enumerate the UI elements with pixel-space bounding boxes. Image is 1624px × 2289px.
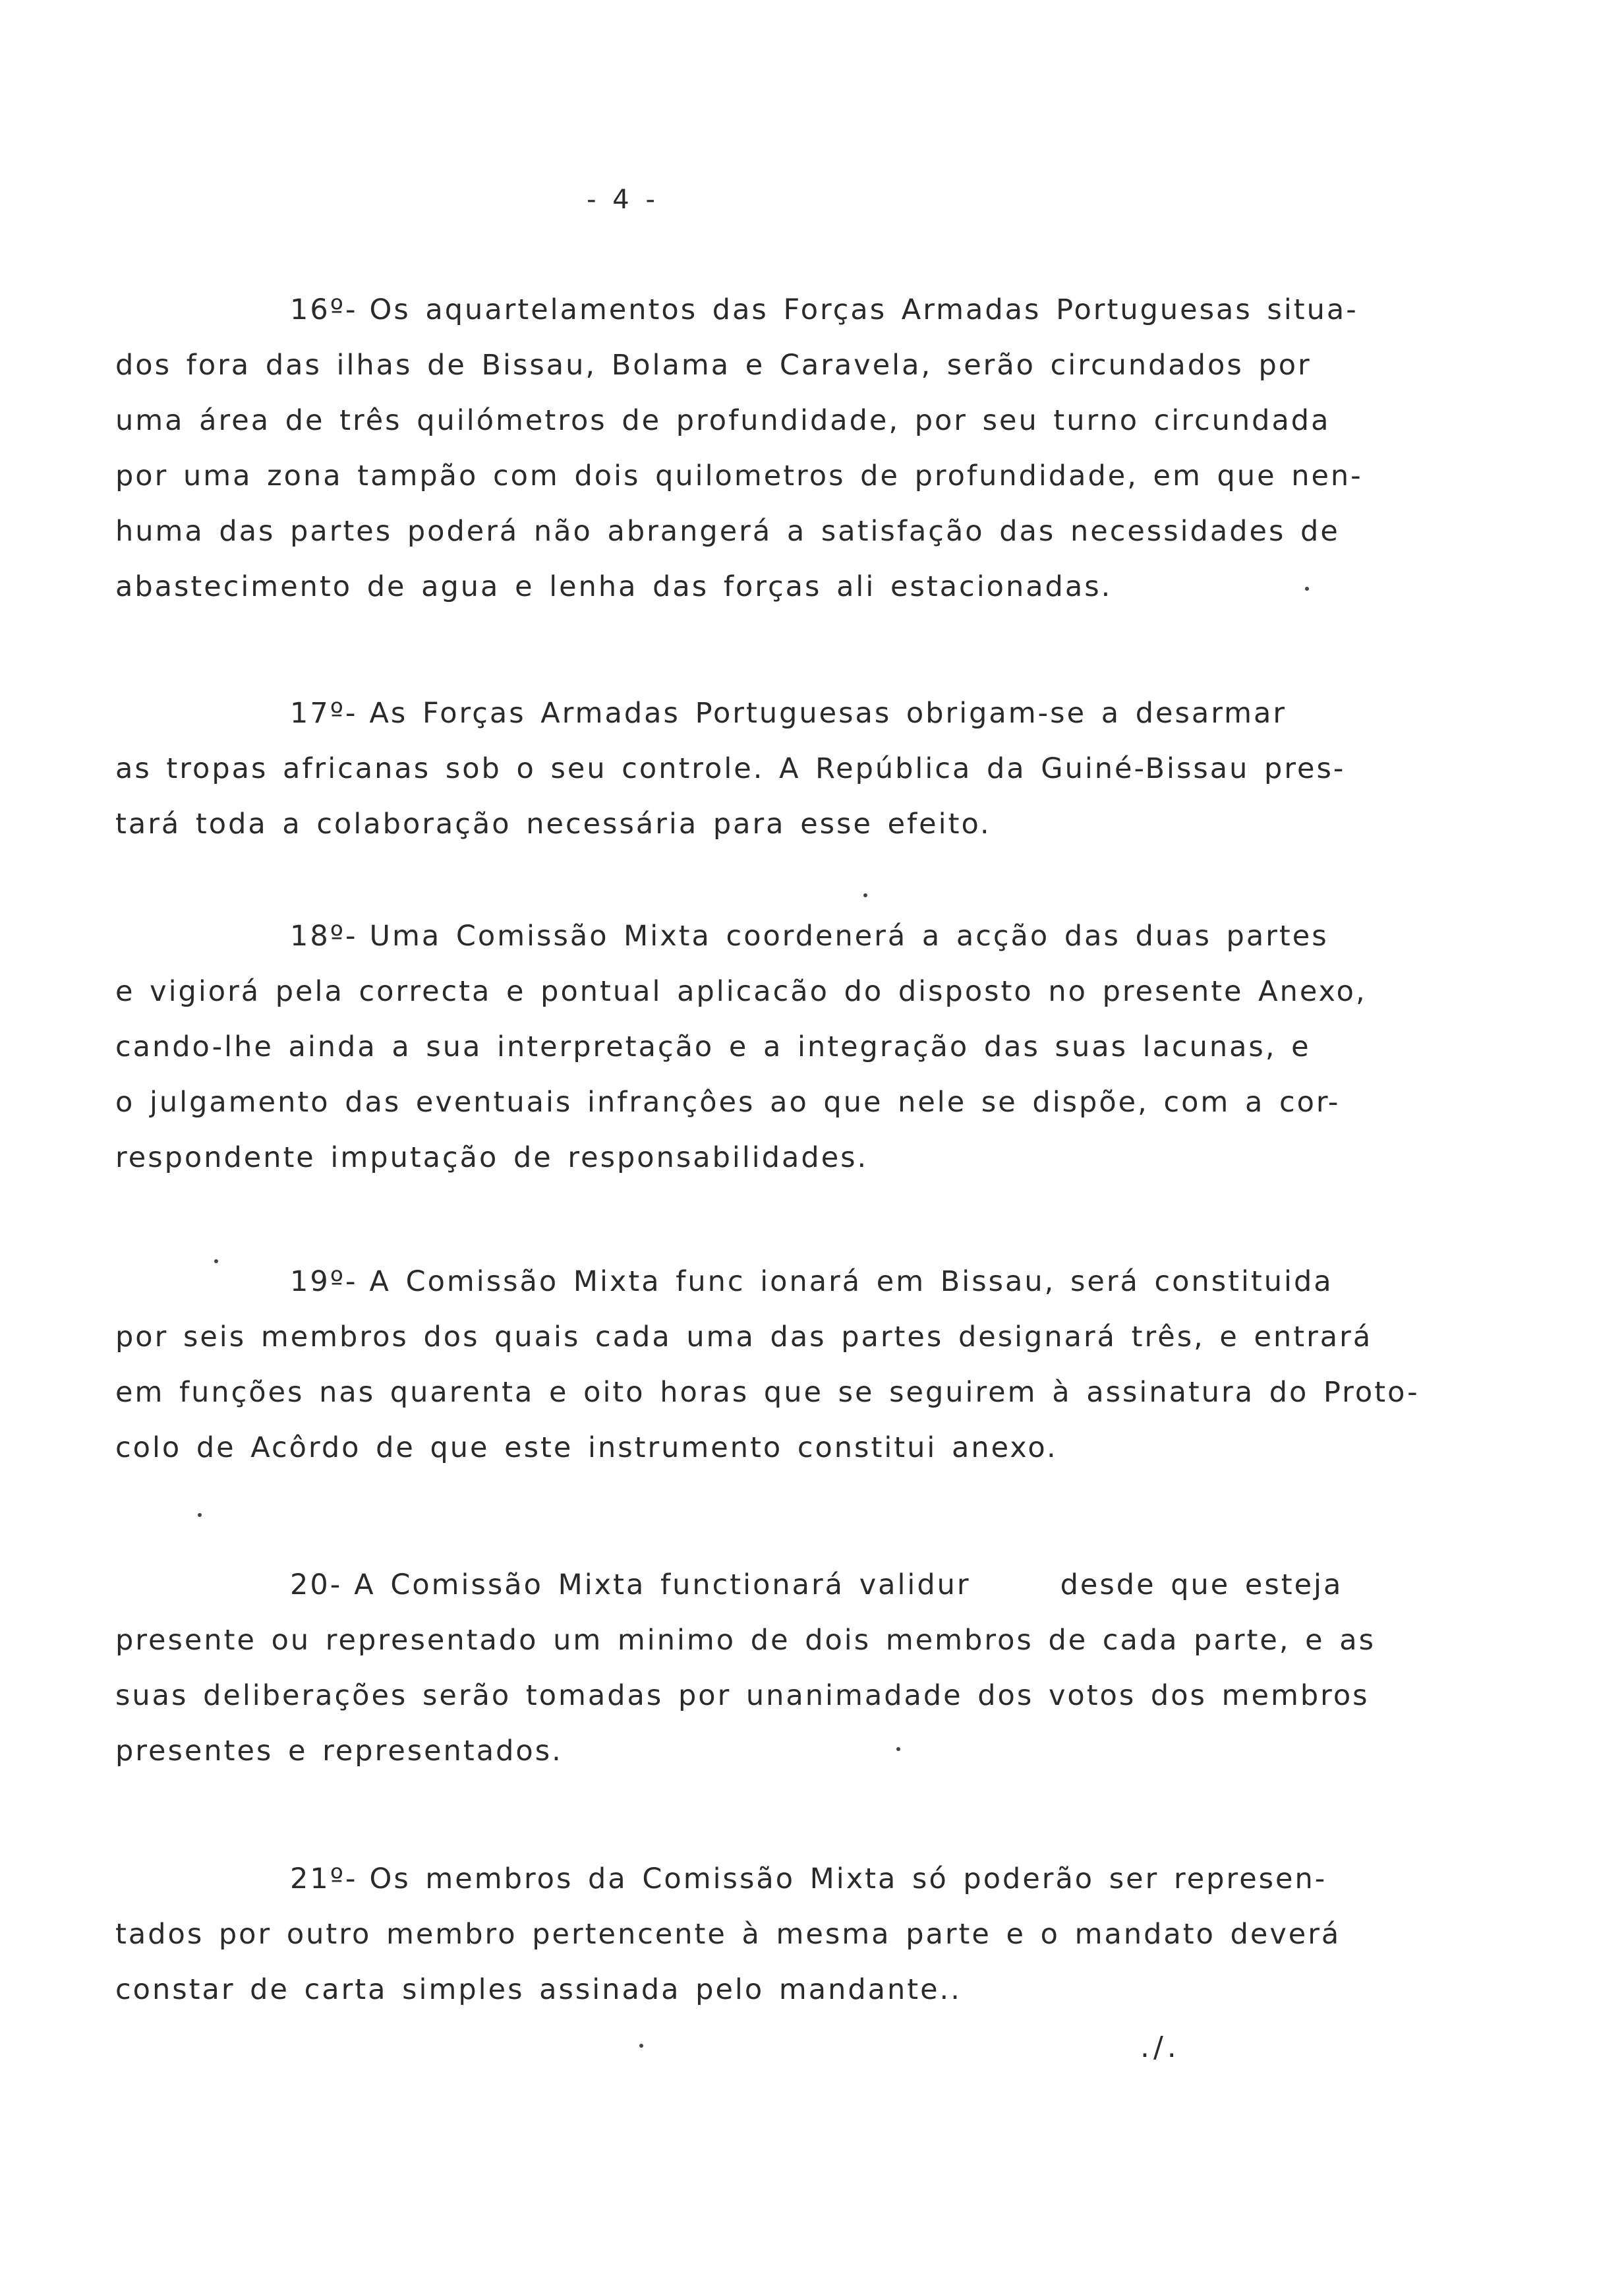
paragraph-text: Os membros da Comissão Mixta só poderão ser represen- <box>369 1862 1327 1895</box>
paragraph-line: suas deliberações serão tomadas por unanimadade dos votos dos membros <box>115 1679 1370 1712</box>
paragraph-text: A Comissão Mixta func ionará em Bissau, será constituida <box>369 1265 1333 1298</box>
paragraph-text: As Forças Armadas Portuguesas obrigam-se a desarmar <box>369 697 1287 730</box>
paragraph-21 <box>115 1851 1387 2017</box>
paragraph-line: uma área de três quilómetros de profundidade, por seu turno circundada <box>115 404 1331 437</box>
paragraph-line: por seis membros dos quais cada uma das partes designará três, e entrará <box>115 1321 1373 1353</box>
paragraph-16 <box>115 282 1387 614</box>
paragraph-number: 17º- <box>290 697 358 730</box>
paragraph-20 <box>115 1557 1387 1779</box>
paragraph-19 <box>115 1254 1420 1475</box>
paragraph-text: A Comissão Mixta functionará validur desde que esteja <box>354 1568 1343 1601</box>
scan-speck <box>198 1513 202 1517</box>
paragraph-line: o julgamento das eventuais infrançôes ao que nele se dispõe, com a cor- <box>115 1086 1341 1119</box>
paragraph-line: presente ou representado um minimo de dois membros de cada parte, e as <box>115 1624 1376 1657</box>
paragraph-17 <box>115 686 1387 852</box>
paragraph-line <box>115 686 1387 741</box>
paragraph-line: por uma zona tampão com dois quilometros de profundidade, em que nen- <box>115 460 1363 492</box>
paragraph-number: 16º- <box>290 293 358 326</box>
paragraph-line: dos fora das ilhas de Bissau, Bolama e Caravela, serão circundados por <box>115 349 1312 382</box>
paragraph-18 <box>115 908 1387 1185</box>
page-number: - 4 - <box>587 185 659 215</box>
paragraph-line <box>115 1254 1387 1309</box>
paragraph-text: Uma Comissão Mixta coordenerá a acção das duas partes <box>369 920 1329 953</box>
paragraph-line <box>115 1851 1387 1907</box>
paragraph-number: 19º- <box>290 1265 358 1298</box>
paragraph-line <box>115 282 1387 338</box>
paragraph-line: respondente imputação de responsabilidades. <box>115 1141 869 1174</box>
paragraph-line: em funções nas quarenta e oito horas que se seguirem à assinatura do Proto- <box>115 1376 1420 1409</box>
paragraph-line: constar de carta simples assinada pelo mandante.. <box>115 1973 962 2006</box>
paragraph-number: 20- <box>290 1568 343 1601</box>
paragraph-line: abastecimento de agua e lenha das forças ali estacionadas. <box>115 570 1113 603</box>
paragraph-line: cando-lhe ainda a sua interpretação e a integração das suas lacunas, e <box>115 1030 1311 1063</box>
scan-speck <box>214 1259 218 1263</box>
paragraph-line: huma das partes poderá não abrangerá a satisfação das necessidades de <box>115 515 1340 548</box>
paragraph-line <box>115 908 1387 964</box>
paragraph-line: tará toda a colaboração necessária para esse efeito. <box>115 808 991 841</box>
scan-speck <box>639 2044 643 2048</box>
paragraph-line: presentes e representados. <box>115 1735 563 1768</box>
paragraph-line: tados por outro membro pertencente à mesma parte e o mandato deverá <box>115 1918 1341 1951</box>
paragraph-line: as tropas africanas sob o seu controle. A República da Guiné-Bissau pres- <box>115 752 1346 785</box>
paragraph-line: colo de Acôrdo de que este instrumento constitui anexo. <box>115 1431 1058 1464</box>
continuation-mark: ./. <box>1140 2031 1180 2064</box>
paragraph-text: Os aquartelamentos das Forças Armadas Portuguesas situa- <box>369 293 1358 326</box>
scan-speck <box>863 893 867 897</box>
paragraph-line: e vigiorá pela correcta e pontual aplicacão do disposto no presente Anexo, <box>115 975 1367 1008</box>
paragraph-number: 18º- <box>290 920 358 953</box>
paragraph-line <box>115 1557 1387 1613</box>
scan-speck <box>1305 587 1309 591</box>
paragraph-number: 21º- <box>290 1862 358 1895</box>
scan-speck <box>896 1747 900 1751</box>
